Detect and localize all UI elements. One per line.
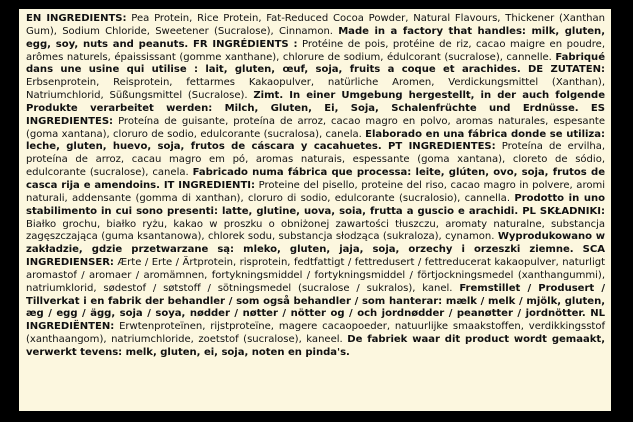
fr-allergen-statement: Fabriqué dans une usine qui utilise : lait, gluten, œuf, soja, fruits a coque et arachides. [26,51,605,76]
it-allergen-statement: Prodotto in uno stabilimento in cui sono presenti: latte, glutine, uova, soia, frutta a guscio e arachidi. [26,192,605,217]
nl-allergen-statement: De fabriek waar dit product wordt gemaakt, verwerkt tevens: melk, gluten, ei, soja, noten en pinda's. [26,334,605,358]
pl-allergen-statement: Wyprodukowano w zakładzie, gdzie przetwarzane są: mleko, gluten, jaja, soja, orzechy i orzeszki ziemne. [26,231,605,256]
ingredients-text [26,13,605,360]
nl-ingredient-list: Erwtenproteïnen, rijstproteïne, magere cacaopoeder, natuurlijke smaakstoffen, verdikkingsstof (xanthaangom), natriumchloride, zoetstof (sucralose), kaneel. [26,321,605,346]
de-ingredient-list: Erbsenprotein, Reisprotein, fettarmes Kakaopulver, natürliche Aromen, Verdickungsmittel (Xanthan), Natriumchlorid, Süßungsmittel (Sucralose). [26,77,605,102]
it-heading: IT INGREDIENTI: [159,179,255,191]
sca-heading: SCA INGREDIENSER: [26,244,605,269]
pl-ingredient-list: Białko grochu, białko ryżu, kakao w proszku o obniżonej zawartości tłuszczu, aromaty naturalne, substancja zagęszczająca (guma ksantanowa), chlorek sodu, substancja słodząca (sukraloza), cynamon. [26,218,605,243]
pt-heading: PT INGREDIENTES: [381,141,496,153]
sca-allergen-statement: Fremstillet / Produsert / Tillverkat i en fabrik der behandler / som også behandler / som hanterar: mælk / melk / mjölk, gluten, æg / egg / ägg, soja / soya, nødder / nøtter / nötter og / och jordnødder / peanøtter / jordnötter. [26,282,605,320]
ingredients-label-panel [19,9,611,411]
es-heading: ES INGREDIENTES: [26,102,605,127]
en-heading: EN INGREDIENTS: [26,13,127,24]
es-ingredient-list: Proteína de guisante, proteína de arroz, cacao magro en polvo, aromas naturales, espesante (goma xantana), cloruro de sodio, edulcorante (sucralosa), canela. [26,115,605,140]
it-ingredient-list: Proteine del pisello, proteine del riso, cacao magro in polvere, aromi naturali, addensante (gomma di xanthan), cloruro di sodio, edulcorante (sucralosio), cannella. [26,179,605,204]
pt-ingredient-list: Proteína de ervilha, proteína de arroz, cacau magro em pó, aromas naturais, espessante (goma xantana), cloreto de sódio, edulcorante (sucralose), canela. [26,141,606,179]
nl-heading: NL INGREDIËNTEN: [26,308,605,333]
pl-heading: PL SKŁADNIKI: [518,205,606,217]
pt-allergen-statement: Fabricado numa fábrica que processa: leite, glúten, ovo, soja, frutos de casca rija e amendoins. [26,167,605,191]
fr-heading: FR INGRÉDIENTS : [188,38,298,50]
sca-ingredient-list: Ærte / Erte / Ärtprotein, risprotein, fedtfattigt / fettredusert / fettreducerat kakaopulver, naturligt aromastof / aromaer / aromämnen, fortykningsmiddel / fortykningsmiddel / förtjockningsmedel (xanthangummi), natriumklorid, sødestof / søtstoff / sötningsmedel (sucralose / sukralos), kanel. [26,257,605,294]
fr-ingredient-list: Protéine de pois, protéine de riz, cacao maigre en poudre, arômes naturels, épaississant (gomme xanthane), chlorure de sodium, édulcorant (sucralose), cannelle. [26,38,605,63]
en-ingredient-list: Pea Protein, Rice Protein, Fat-Reduced Cocoa Powder, Natural Flavours, Thickener (Xanthan Gum), Sodium Chloride, Sweetener (Sucralose), Cinnamon. [26,13,605,37]
es-allergen-statement: Elaborado en una fábrica donde se utiliza: leche, gluten, huevo, soja, frutos de cáscara y cacahuetes. [26,128,605,153]
de-allergen-statement: Zimt. In einer Umgebung hergestellt, in der auch folgende Produkte verarbeitet werden: Milch, Gluten, Ei, Soja, Schalenfrüchte und Erdnüsse. [26,90,606,114]
en-allergen-statement: Made in a factory that handles: milk, gluten, egg, soy, nuts and peanuts. [26,25,605,50]
de-heading: DE ZUTATEN: [520,64,605,76]
